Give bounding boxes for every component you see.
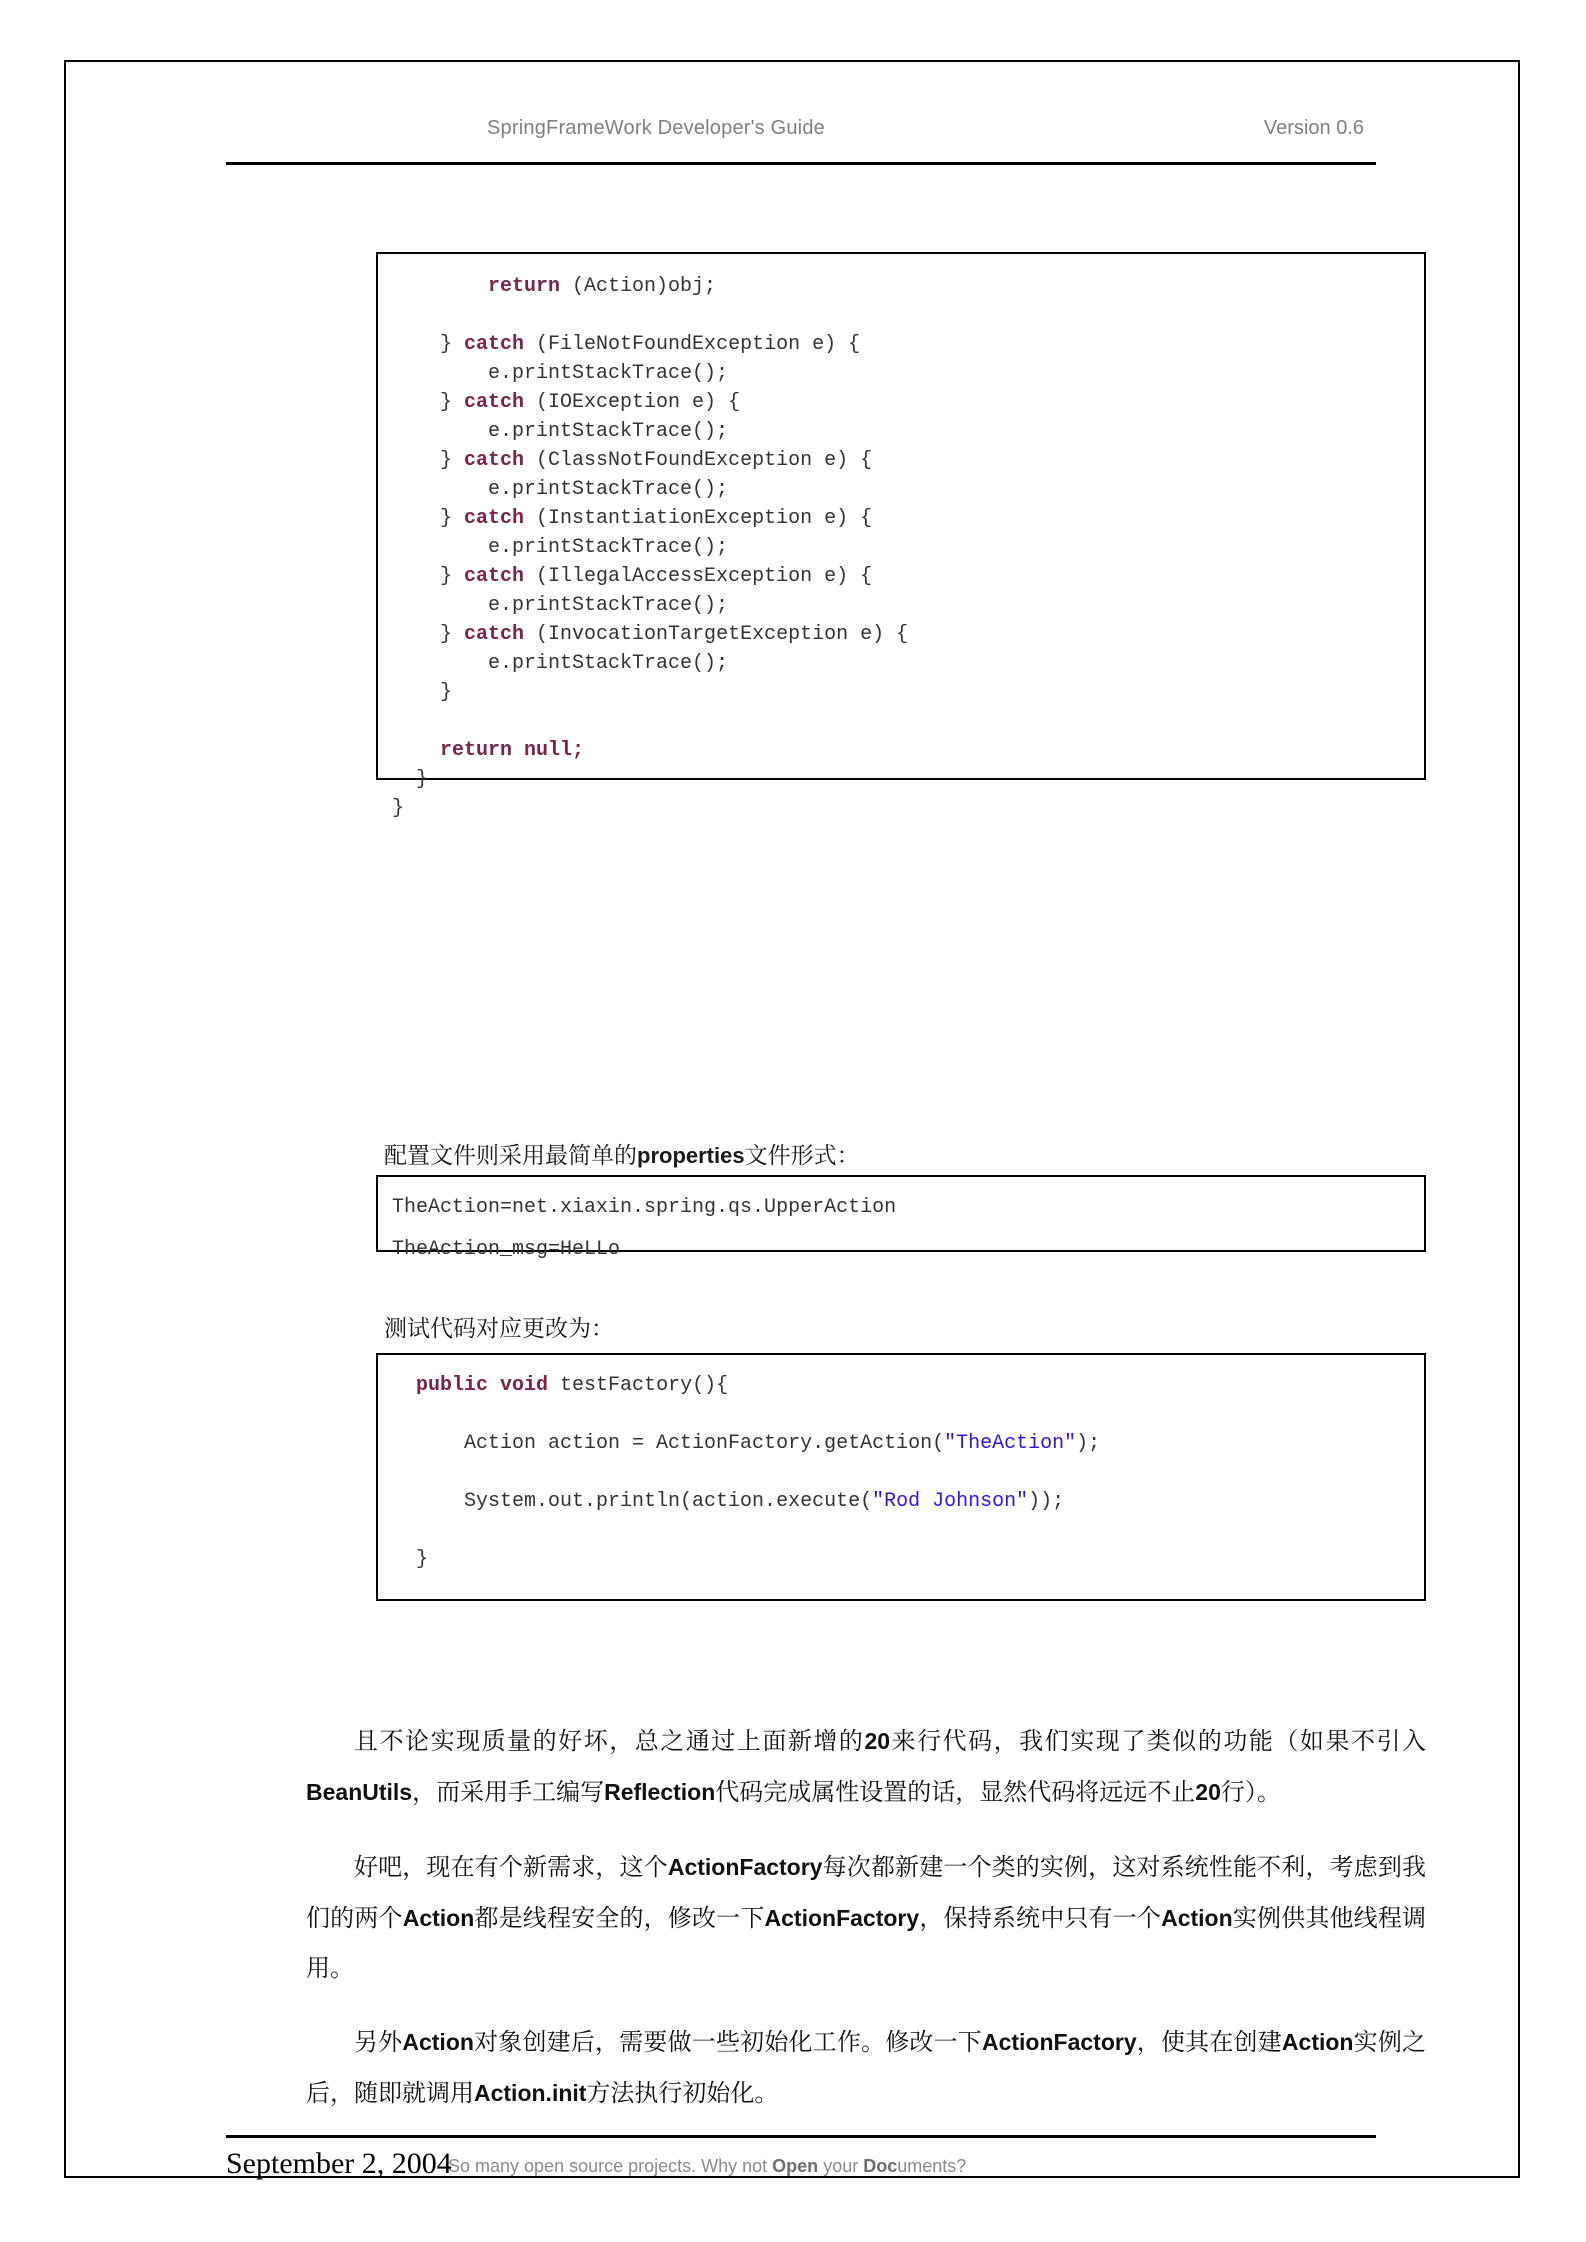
code-token-kw: return null; [440, 739, 585, 762]
code-token-kw: catch [464, 507, 525, 530]
text-run-8: 行）。 [1220, 1780, 1281, 1806]
code-line [378, 504, 1424, 533]
code-token-plain: (ClassNotFoundException e) { [524, 449, 873, 472]
code-line [378, 591, 1424, 620]
code-token-plain: System.out.println(action.execute( [392, 1490, 873, 1513]
code-line [378, 1429, 1424, 1458]
code-line [378, 272, 1424, 301]
code-token-plain: (Action)obj; [560, 275, 717, 298]
caption-properties-after: 文件形式： [744, 1143, 860, 1168]
code-line [378, 417, 1424, 446]
text-run-2: 来行代码，我们实现了类似的功能（如果不引入 [890, 1729, 1427, 1755]
text-run-1: ActionFactory [667, 1854, 823, 1880]
text-run-0: 好吧，现在有个新需求，这个 [354, 1855, 668, 1881]
text-run-2: 对象创建后，需要做一些初始化工作。修改一下 [473, 2030, 982, 2056]
code-line [378, 359, 1424, 388]
code-token-plain: e.printStackTrace(); [392, 594, 729, 617]
body-paragraph-1 [306, 1716, 1426, 1818]
code-token-plain: (IOException e) { [524, 391, 741, 414]
text-run-6: 实例之后，随即就调用 [306, 2030, 1427, 2107]
code-line [378, 330, 1424, 359]
code-token-plain: Action action = ActionFactory.getAction( [392, 1432, 945, 1455]
caption-test-code: 测试代码对应更改为： [384, 1316, 614, 1341]
text-run-1: Action [402, 2029, 474, 2055]
text-run-7: Action.init [474, 2080, 587, 2106]
code-token-plain: } [392, 797, 405, 820]
code-token-plain: e.printStackTrace(); [392, 478, 729, 501]
code-line [378, 1487, 1424, 1516]
code-token-kw: return [488, 275, 561, 298]
text-run-3: Action [402, 1905, 475, 1931]
code-token-kw: catch [464, 333, 525, 356]
text-run-4: uments? [897, 2156, 967, 2176]
footer-date: September 2, 2004 [226, 2147, 452, 2180]
code-token-plain: } [392, 507, 465, 530]
code-line [378, 1400, 1424, 1429]
text-run-1: Open [772, 2156, 819, 2176]
code-line [378, 1545, 1424, 1574]
code-token-plain: e.printStackTrace(); [392, 420, 729, 443]
code-token-plain: (IllegalAccessException e) { [524, 565, 873, 588]
code-line [378, 562, 1424, 591]
code-token-plain: TheAction_msg=HeLLo [392, 1238, 621, 1261]
caption-properties-emphasis: properties [637, 1143, 745, 1168]
code-token-plain: TheAction=net.xiaxin.spring.qs.UpperAction [392, 1196, 897, 1219]
code-token-kw: catch [464, 565, 525, 588]
text-run-3: BeanUtils [306, 1779, 413, 1805]
code-token-plain [392, 1374, 416, 1397]
text-run-5: Reflection [604, 1779, 716, 1805]
footer-divider-rule [226, 2135, 1376, 2138]
code-block-properties-file [376, 1175, 1426, 1261]
code-line [378, 1229, 1424, 1271]
code-token-plain [392, 275, 488, 298]
code-line [378, 301, 1424, 330]
code-line [378, 388, 1424, 417]
page-footer [226, 2147, 1426, 2193]
text-run-2: your [818, 2156, 864, 2176]
code-token-plain: testFactory(){ [548, 1374, 729, 1397]
code-line [378, 1516, 1424, 1545]
code-line [378, 736, 1424, 765]
code-line [378, 678, 1424, 707]
text-run-6: ，保持系统中只有一个 [919, 1906, 1162, 1932]
text-run-7: Action [1161, 1905, 1233, 1931]
code-token-plain: } [392, 768, 429, 791]
code-block-test-factory [376, 1353, 1426, 1601]
body-paragraph-2 [306, 1842, 1426, 1994]
code-token-plain: e.printStackTrace(); [392, 362, 729, 385]
code-token-str: "TheAction" [944, 1432, 1077, 1455]
code-line [378, 765, 1424, 794]
code-line [378, 794, 1424, 823]
text-run-0: So many open source projects. Why not [448, 2156, 773, 2176]
footer-tagline [448, 2156, 966, 2177]
text-run-4: 都是线程安全的，修改一下 [474, 1906, 765, 1932]
code-token-plain: )); [1028, 1490, 1065, 1513]
caption-properties-file [384, 1137, 860, 1170]
text-run-8: 实例供其他线程调用。 [306, 1906, 1427, 1982]
body-paragraph-3 [306, 2017, 1426, 2119]
text-run-5: ActionFactory [764, 1905, 920, 1931]
text-run-3: ActionFactory [981, 2029, 1137, 2055]
code-token-plain: ); [1076, 1432, 1101, 1455]
page-header [226, 117, 1386, 163]
code-token-kw: catch [464, 391, 525, 414]
code-token-plain: } [392, 333, 465, 356]
text-run-7: 20 [1195, 1779, 1221, 1805]
text-run-2: 每次都新建一个类的实例，这对系统性能不利，考虑到我们的两个 [306, 1855, 1427, 1932]
text-run-6: 代码完成属性设置的话，显然代码将远远不止 [715, 1780, 1196, 1806]
code-token-plain: } [392, 1548, 429, 1571]
code-line [378, 533, 1424, 562]
code-token-plain: } [392, 565, 465, 588]
text-run-8: 方法执行初始化。 [586, 2081, 779, 2107]
code-token-plain: (InvocationTargetException e) { [524, 623, 909, 646]
code-token-kw: catch [464, 623, 525, 646]
code-line [378, 1458, 1424, 1487]
code-token-plain: e.printStackTrace(); [392, 536, 729, 559]
code-line [378, 707, 1424, 736]
text-run-4: ，而采用手工编写 [412, 1780, 605, 1806]
code-token-plain: (FileNotFoundException e) { [524, 333, 861, 356]
text-run-1: 20 [864, 1728, 891, 1754]
code-token-plain: } [392, 623, 465, 646]
code-token-kw: public void [416, 1374, 549, 1397]
code-token-plain: } [392, 681, 453, 704]
text-run-5: Action [1281, 2029, 1354, 2055]
code-block-action-factory [376, 252, 1426, 820]
text-run-4: ，使其在创建 [1136, 2030, 1282, 2056]
header-divider-rule [226, 162, 1376, 165]
code-line [378, 1371, 1424, 1400]
code-token-kw: catch [464, 449, 525, 472]
code-line [378, 446, 1424, 475]
code-token-plain: } [392, 391, 465, 414]
code-token-plain [392, 739, 440, 762]
document-page [64, 60, 1520, 2178]
code-line [378, 620, 1424, 649]
text-run-0: 另外 [354, 2030, 403, 2056]
code-token-plain: e.printStackTrace(); [392, 652, 729, 675]
code-line [378, 649, 1424, 678]
text-run-3: Doc [863, 2156, 898, 2176]
header-version-label: Version 0.6 [1263, 117, 1364, 139]
header-document-title: SpringFrameWork Developer's Guide [487, 117, 825, 139]
code-token-plain: } [392, 449, 465, 472]
code-line [378, 475, 1424, 504]
code-token-str: "Rod Johnson" [872, 1490, 1029, 1513]
text-run-0: 且不论实现质量的好坏，总之通过上面新增的 [354, 1729, 865, 1755]
code-line [378, 1187, 1424, 1229]
caption-properties-before: 配置文件则采用最简单的 [384, 1143, 637, 1168]
code-token-plain: (InstantiationException e) { [524, 507, 873, 530]
